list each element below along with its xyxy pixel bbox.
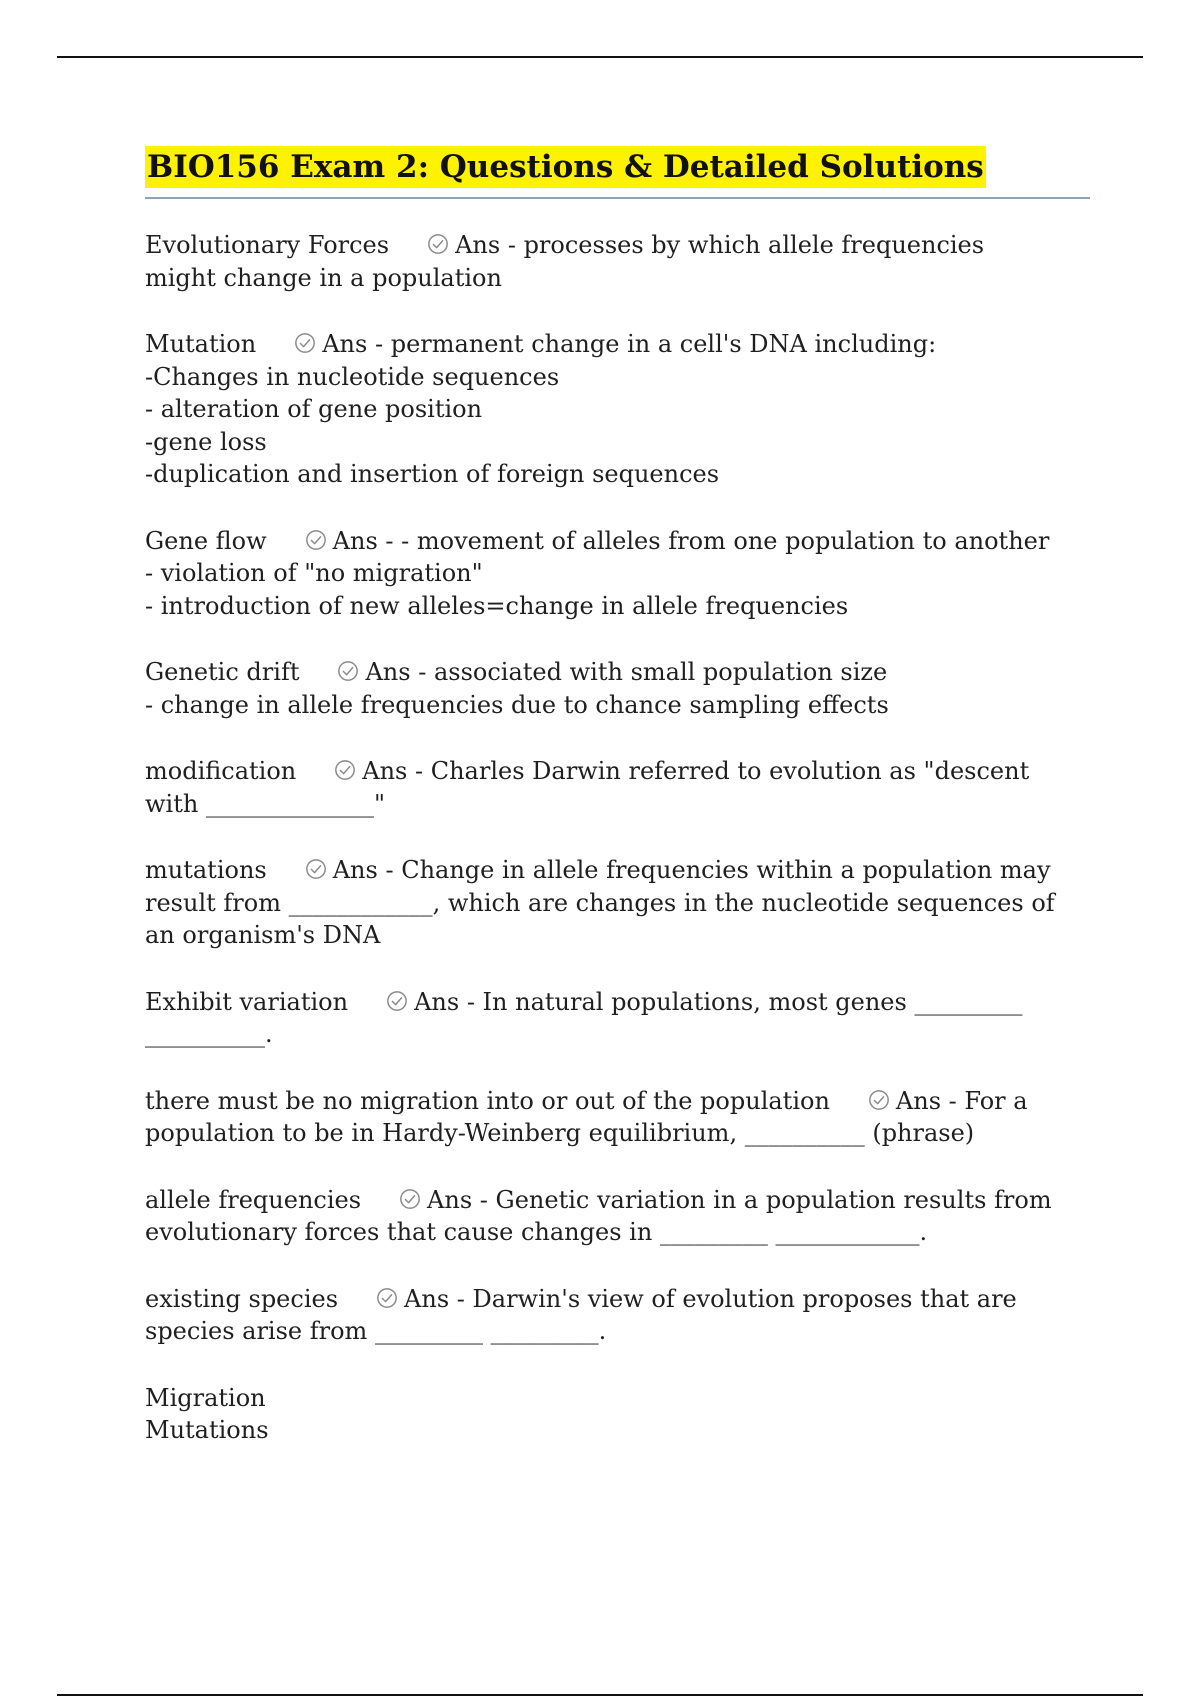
top-rule [57, 56, 1143, 58]
answer-line: - Change in allele frequencies within a population may [385, 856, 1051, 884]
answer-line: - permanent change in a cell's DNA including: [374, 330, 937, 358]
answer-line: - change in allele frequencies due to chance sampling effects [145, 690, 889, 719]
qa-first-line [145, 1085, 1090, 1118]
ans-label: Ans [332, 526, 378, 555]
trailing-text [145, 1382, 1090, 1447]
ans-label: Ans [365, 658, 411, 686]
qa-entry [145, 854, 1090, 952]
qa-first-line [145, 328, 1090, 361]
check-circle-icon [399, 1188, 421, 1210]
answer-line: __________. [145, 1020, 273, 1048]
answer-line: - associated with small population size [418, 658, 888, 686]
qa-entry [145, 328, 1090, 491]
answer-line: - Genetic variation in a population results from [479, 1185, 1052, 1214]
qa-entry [145, 1283, 1090, 1348]
check-circle-icon [337, 660, 359, 682]
qa-list [145, 229, 1090, 1348]
qa-entry [145, 229, 1090, 294]
answer-line: - In natural populations, most genes _________ [466, 987, 1023, 1016]
ans-label: Ans [427, 1185, 473, 1214]
qa-entry [145, 525, 1090, 623]
qa-first-line [145, 656, 1090, 689]
ans-label: Ans [322, 330, 368, 358]
answer-line: might change in a population [145, 263, 502, 292]
qa-entry [145, 1184, 1090, 1249]
answer-line: - For a [948, 1086, 1028, 1115]
qa-entry [145, 755, 1090, 820]
qa-first-line [145, 1283, 1090, 1316]
answer-line: - processes by which allele frequencies [507, 231, 985, 259]
check-circle-icon [305, 529, 327, 551]
answer-line: an organism's DNA [145, 921, 381, 949]
qa-first-line [145, 986, 1090, 1019]
check-circle-icon [305, 858, 327, 880]
answer-line: -Changes in nucleotide sequences [145, 362, 560, 391]
qa-term: Mutation [145, 330, 257, 358]
answer-line: -duplication and insertion of foreign sequences [145, 460, 720, 488]
check-circle-icon [294, 332, 316, 354]
qa-entry [145, 1085, 1090, 1150]
qa-term: Gene flow [145, 526, 267, 555]
qa-term: mutations [145, 856, 267, 884]
answer-line: -gene loss [145, 427, 267, 456]
ans-label: Ans [455, 231, 501, 259]
answer-line: population to be in Hardy-Weinberg equilibrium, __________ (phrase) [145, 1119, 975, 1147]
trailing-line: Mutations [145, 1416, 269, 1444]
qa-first-line [145, 755, 1090, 788]
bottom-rule [57, 1694, 1143, 1696]
check-circle-icon [386, 990, 408, 1012]
qa-term: Genetic drift [145, 658, 300, 686]
answer-line: - violation of "no migration" [145, 559, 483, 587]
qa-first-line [145, 229, 1090, 262]
qa-term: modification [145, 757, 297, 785]
ans-label: Ans [414, 987, 460, 1016]
qa-entry [145, 656, 1090, 721]
answer-line: - Charles Darwin referred to evolution as "descent [414, 757, 1030, 785]
check-circle-icon [376, 1287, 398, 1309]
qa-first-line [145, 854, 1090, 887]
document-body [145, 146, 1090, 1447]
ans-label: Ans [895, 1086, 942, 1115]
qa-first-line [145, 525, 1090, 558]
qa-entry [145, 986, 1090, 1051]
answer-line: - - movement of alleles from one population to another [385, 526, 1050, 555]
answer-line: - Darwin's view of evolution proposes that are [456, 1284, 1017, 1313]
check-circle-icon [427, 233, 449, 255]
answer-line: evolutionary forces that cause changes in _________ ____________. [145, 1218, 928, 1246]
ans-label: Ans [362, 757, 408, 785]
check-circle-icon [334, 759, 356, 781]
page-title: BIO156 Exam 2: Questions & Detailed Solutions [145, 146, 986, 188]
qa-term: allele frequencies [145, 1185, 362, 1214]
answer-line: species arise from _________ _________. [145, 1317, 607, 1345]
answer-line: result from ____________, which are changes in the nucleotide sequences of [145, 888, 1055, 917]
answer-line: - introduction of new alleles=change in allele frequencies [145, 591, 849, 620]
ans-label: Ans [404, 1284, 450, 1313]
answer-line: - alteration of gene position [145, 395, 483, 423]
qa-term: Exhibit variation [145, 987, 349, 1016]
qa-term: existing species [145, 1284, 339, 1313]
check-circle-icon [868, 1089, 890, 1111]
qa-term: there must be no migration into or out of the population [145, 1086, 830, 1115]
qa-first-line [145, 1184, 1090, 1217]
answer-line: with ______________" [145, 789, 385, 818]
trailing-line: Migration [145, 1383, 266, 1412]
title-block [145, 146, 1090, 199]
ans-label: Ans [332, 856, 378, 884]
qa-term: Evolutionary Forces [145, 231, 390, 259]
